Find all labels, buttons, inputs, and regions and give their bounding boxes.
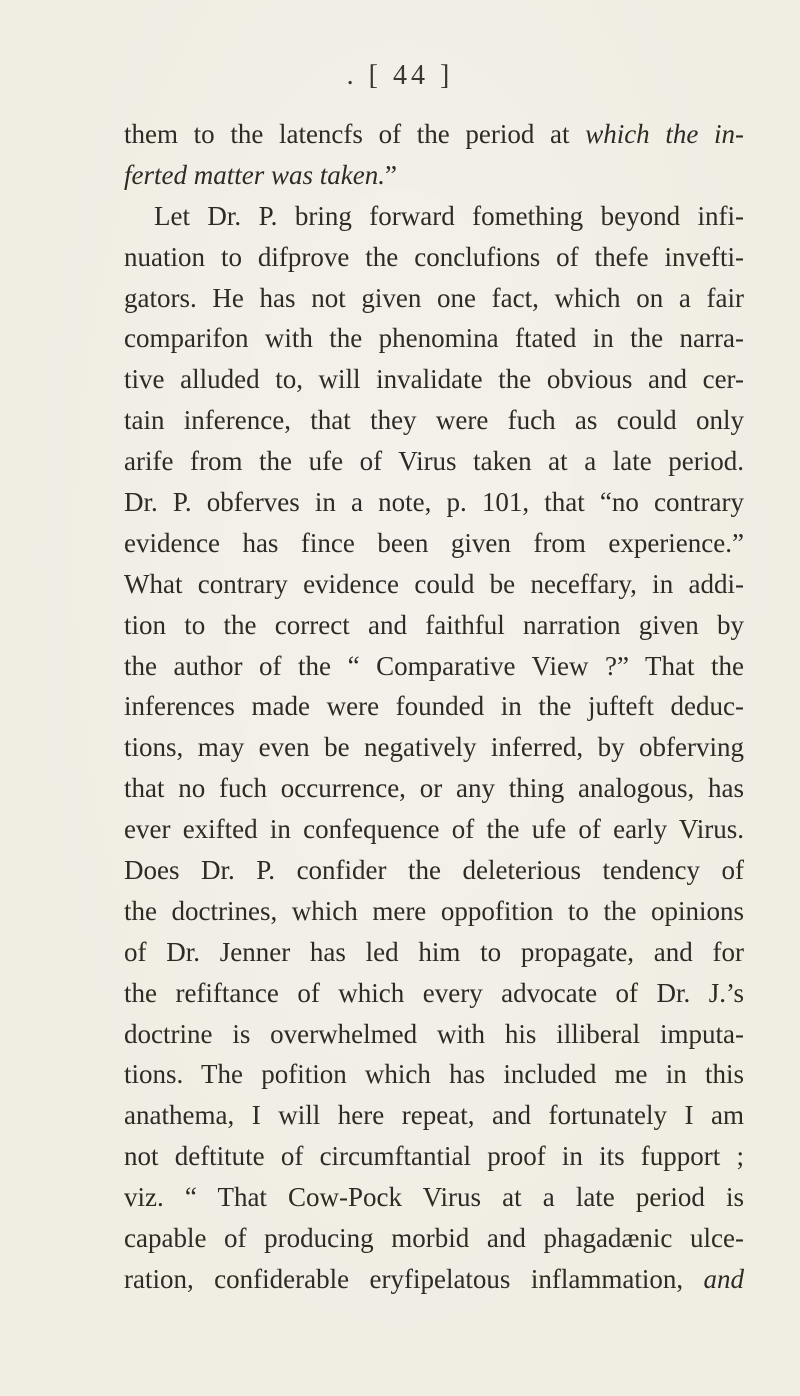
text-line xyxy=(124,973,744,1014)
text-segment: inferences made were founded in the jufteft deduc- xyxy=(124,691,744,722)
page-number: . [ 44 ] xyxy=(346,60,454,91)
text-segment: of Dr. Jenner has led him to propagate, and for xyxy=(124,936,744,967)
text-line xyxy=(124,196,744,237)
text-segment: viz. “ That Cow-Pock Virus at a late period is xyxy=(124,1182,744,1213)
text-line xyxy=(124,646,744,687)
text-line xyxy=(124,932,744,973)
text-line xyxy=(124,1095,744,1136)
text-segment: the author of the “ Comparative View ?” That the xyxy=(124,650,744,681)
text-line xyxy=(124,850,744,891)
text-segment: ration, confiderable eryfipelatous inflammation, xyxy=(124,1263,704,1294)
text-segment: ever exifted in confequence of the ufe of early Virus. xyxy=(124,814,744,845)
text-segment: not deftitute of circumftantial proof in its fupport ; xyxy=(124,1141,744,1172)
text-line xyxy=(124,318,744,359)
text-segment: anathema, I will here repeat, and fortunately I am xyxy=(124,1100,744,1131)
text-segment: Let Dr. P. bring forward fomething beyond infi- xyxy=(154,200,744,231)
text-line xyxy=(124,1177,744,1218)
text-segment: tion to the correct and faithful narration given by xyxy=(124,609,744,640)
text-line xyxy=(124,605,744,646)
text-segment: Dr. P. obferves in a note, p. 101, that “no contrary xyxy=(124,487,744,518)
italic-text: which the in- xyxy=(585,119,744,149)
text-segment: tain inference, that they were fuch as could only xyxy=(124,405,744,436)
body-text xyxy=(124,114,744,1300)
text-segment: gators. He has not given one fact, which on a fair xyxy=(124,282,744,313)
text-line xyxy=(124,727,744,768)
text-segment: tive alluded to, will invalidate the obvious and cer- xyxy=(124,364,744,395)
text-segment: arife from the ufe of Virus taken at a late period. xyxy=(124,446,744,477)
text-segment: that no fuch occurrence, or any thing analogous, has xyxy=(124,773,744,804)
text-segment: tions. The pofition which has included me in this xyxy=(124,1059,744,1090)
text-line xyxy=(124,564,744,605)
text-line xyxy=(124,1259,744,1300)
text-segment: capable of producing morbid and phagadænic ulce- xyxy=(124,1223,744,1254)
text-line xyxy=(124,1054,744,1095)
text-line xyxy=(124,809,744,850)
text-segment: What contrary evidence could be neceffary, in addi- xyxy=(124,568,744,599)
text-line xyxy=(124,400,744,441)
text-segment: Does Dr. P. confider the deleterious tendency of xyxy=(124,855,744,886)
text-segment: the refiftance of which every advocate of Dr. J.’s xyxy=(124,977,744,1008)
italic-text: and xyxy=(703,1263,744,1294)
text-line xyxy=(124,1014,744,1055)
text-segment: tions, may even be negatively inferred, by obferving xyxy=(124,732,744,763)
text-segment: comparifon with the phenomina ftated in the narra- xyxy=(124,323,744,354)
text-line xyxy=(124,482,744,523)
italic-text: ferted matter was taken. xyxy=(124,159,385,190)
text-segment: ” xyxy=(384,159,397,190)
text-line xyxy=(124,891,744,932)
text-segment: the doctrines, which mere oppofition to the opinions xyxy=(124,895,744,926)
text-line xyxy=(124,114,744,155)
text-line xyxy=(124,237,744,278)
text-line xyxy=(124,278,744,319)
text-line xyxy=(124,768,744,809)
text-segment: doctrine is overwhelmed with his illiberal imputa- xyxy=(124,1018,744,1049)
text-line xyxy=(124,1136,744,1177)
text-segment: evidence has fince been given from experience.” xyxy=(124,527,744,558)
text-line xyxy=(124,1218,744,1259)
text-line xyxy=(124,359,744,400)
text-segment: them to the latencfs of the period at xyxy=(124,119,586,149)
text-segment: nuation to difprove the conclufions of thefe invefti- xyxy=(124,241,744,272)
text-line xyxy=(124,523,744,564)
text-line xyxy=(124,441,744,482)
text-line xyxy=(124,686,744,727)
text-line xyxy=(124,155,744,196)
